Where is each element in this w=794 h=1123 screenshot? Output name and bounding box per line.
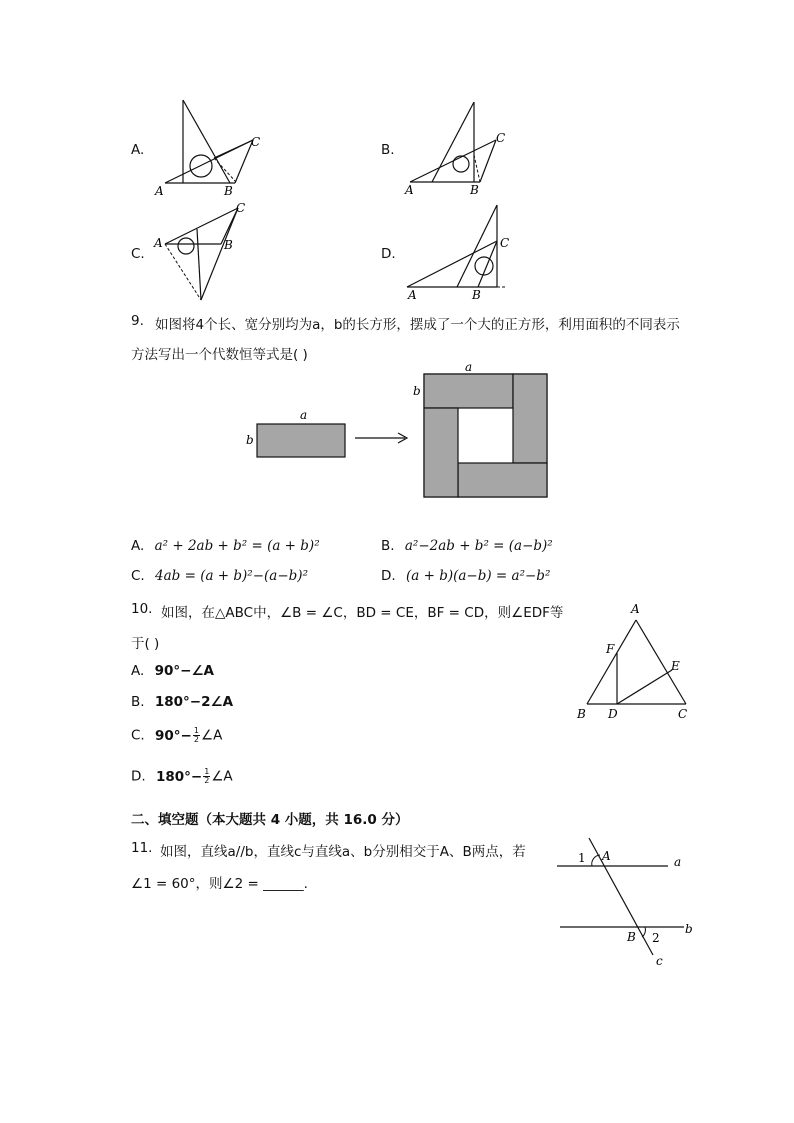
q10-option-d-suffix: ∠A — [211, 768, 233, 785]
q9-option-a-key: A. — [131, 538, 145, 554]
q10-label-E: E — [671, 659, 680, 673]
q9-number: 9. — [131, 313, 144, 329]
q9-option-c-text: 4ab = (a + b)²−(a−b)² — [155, 568, 308, 584]
q8-c-label-C: C — [236, 201, 246, 215]
q11-label-1: 1 — [578, 851, 586, 865]
q8-option-b-key[interactable]: B. — [381, 142, 395, 158]
q9-small-label-b: b — [246, 433, 254, 447]
q11-label-2: 2 — [652, 931, 660, 945]
q8-a-label-A: A — [155, 184, 164, 198]
q10-label-F: F — [606, 642, 615, 656]
q8-b-label-A: A — [405, 183, 414, 197]
q10-number: 10. — [131, 601, 153, 617]
q10-option-d-prefix: 180°− — [155, 768, 203, 785]
q9-big-label-b: b — [413, 384, 421, 398]
q11-label-B: B — [627, 930, 636, 944]
q10-text-line1: 如图，在△ABC中，∠B = ∠C，BD = CE，BF = CD，则∠EDF等 — [161, 605, 564, 621]
q10-option-b-text: 180°−2∠A — [154, 694, 234, 710]
q8-b-label-C: C — [496, 131, 506, 145]
q10-option-b-key: B. — [131, 694, 145, 710]
q8-a-label-C: C — [251, 135, 261, 149]
q10-option-d-fraction: $\frac{1}{2}$ — [204, 767, 210, 785]
q10-label-D: D — [608, 707, 618, 721]
q8-d-label-C: C — [500, 236, 510, 250]
q9-option-d-key: D. — [381, 568, 396, 584]
q10-option-c-prefix: 90°− — [155, 727, 192, 744]
q11-text-line1: 如图，直线a//b，直线c与直线a、b分别相交于A、B两点，若 — [160, 844, 526, 860]
q8-c-label-B: B — [224, 238, 233, 252]
q10-option-a-text: 90°−∠A — [154, 663, 214, 679]
q11-label-b: b — [685, 922, 693, 936]
q10-option-a-key: A. — [131, 663, 145, 679]
q8-a-label-B: B — [224, 184, 233, 198]
q9-option-a-text: a² + 2ab + b² = (a + b)² — [154, 538, 320, 554]
q9-option-d-text: (a + b)(a−b) = a²−b² — [405, 568, 551, 584]
q8-option-a-key[interactable]: A. — [131, 142, 145, 158]
q10-label-A: A — [631, 602, 640, 616]
section-2-title: 二、填空题（本大题共 4 小题，共 16.0 分） — [131, 812, 409, 828]
q10-option-c-fraction: $\frac{1}{2}$ — [193, 726, 199, 744]
q10-option-c-suffix: ∠A — [200, 727, 223, 744]
q9-option-c-key: C. — [131, 568, 145, 584]
q9-text-line1: 如图将4个长、宽分别均为a，b的长方形，摆成了一个大的正方形，利用面积的不同表示 — [155, 317, 680, 333]
q10-option-c-key: C. — [131, 727, 145, 744]
q8-c-label-A: A — [154, 236, 163, 250]
q11-text-line2: ∠1 = 60°，则∠2 = ______. — [131, 876, 308, 892]
q8-option-d-key[interactable]: D. — [381, 246, 396, 262]
q9-big-label-a: a — [465, 360, 473, 374]
q11-label-a: a — [674, 855, 682, 869]
q9-option-b-text: a²−2ab + b² = (a−b)² — [404, 538, 553, 554]
q8-option-c-key[interactable]: C. — [131, 246, 145, 262]
q9-text-line2: 方法写出一个代数恒等式是( ) — [131, 347, 308, 363]
q8-d-label-B: B — [472, 288, 481, 302]
q10-option-d-key: D. — [131, 768, 146, 785]
q8-b-label-B: B — [470, 183, 479, 197]
q9-small-label-a: a — [300, 408, 308, 422]
q10-text-line2: 于( ) — [131, 636, 160, 652]
q10-label-B: B — [577, 707, 586, 721]
q11-label-c: c — [656, 954, 663, 968]
q9-option-b-key: B. — [381, 538, 395, 554]
q10-label-C: C — [678, 707, 688, 721]
q11-number: 11. — [131, 840, 153, 856]
q11-label-A: A — [602, 849, 611, 863]
q8-d-label-A: A — [408, 288, 417, 302]
